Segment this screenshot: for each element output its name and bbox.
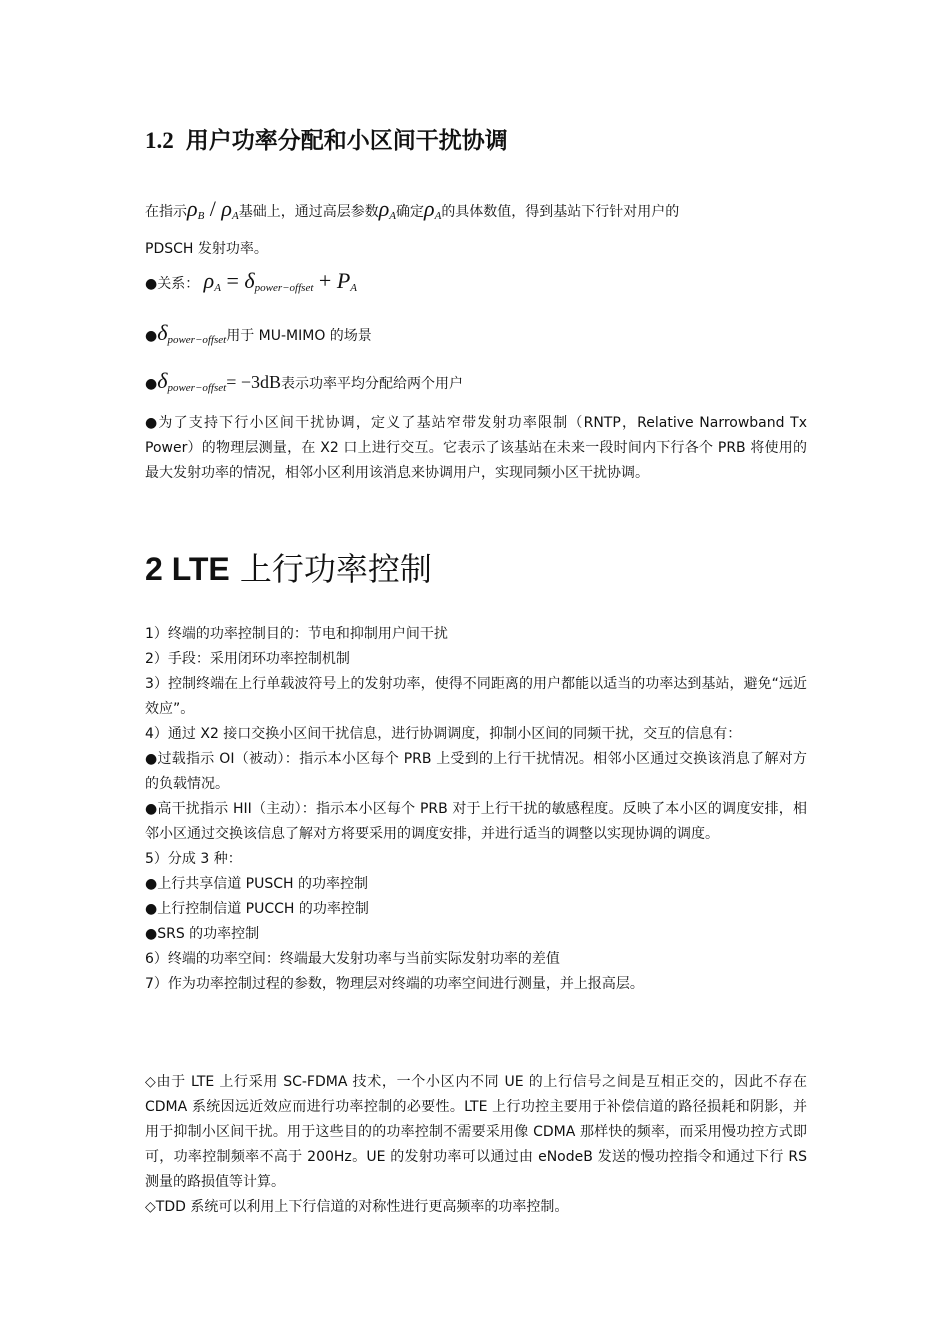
text-fragment: 在指示: [145, 204, 187, 220]
bullet-dot-icon: ●: [145, 376, 158, 392]
rho: ρ: [221, 196, 232, 221]
list-item: ●上行共享信道 PUSCH 的功率控制: [145, 876, 368, 892]
delta: δ: [157, 320, 168, 345]
sub-a: A: [389, 210, 397, 222]
rho: ρ: [203, 268, 215, 293]
sub-b: B: [197, 210, 205, 222]
list-item: 7）作为功率控制过程的参数，物理层对终端的功率空间进行测量，并上报高层。: [145, 976, 644, 992]
list-item: 3）控制终端在上行单载波符号上的发射功率，使得不同距离的用户都能以适当的功率达到基站，避免“远近效应”。: [145, 676, 807, 717]
bullet-text: 用于 MU-MIMO 的场景: [226, 328, 372, 344]
list-item: ●上行控制信道 PUCCH 的功率控制: [145, 901, 369, 917]
bullet-minus-3db: [145, 368, 463, 394]
section-title: 用户功率分配和小区间干扰协调: [185, 128, 508, 154]
list-item: 4）通过 X2 接口交换小区间干扰信息，进行协调调度，抑制小区间的同频干扰，交互的信息有：: [145, 726, 742, 742]
list-item: ●SRS 的功率控制: [145, 926, 260, 942]
intro-paragraph-line2: PDSCH 发射功率。: [145, 241, 268, 257]
bullet-dot-icon: ●: [145, 328, 158, 344]
text-fragment: 确定: [396, 204, 425, 220]
rho: ρ: [424, 196, 435, 221]
note-sc-fdma: ◇由于 LTE 上行采用 SC-FDMA 技术，一个小区内不同 UE 的上行信号之间是互相正交的，因此不存在 CDMA 系统因远近效应而进行功率控制的必要性。LTE 上行功控主要用于补偿信道的路径损耗和阴影，并用于抑制小区间干扰。用于这些目的的功率控制不需要采用像 CDMA 那样快的频率，而采用慢功控方式即可，功率控制频率不高于 200Hz。UE 的发射功率可以通过由 eNodeB 发送的慢功控指令和通过下行 RS 测量的路损值等计算。: [145, 1074, 807, 1190]
rho: ρ: [378, 196, 390, 221]
delta-symbol: [157, 368, 226, 393]
rho-a-symbol: [379, 196, 396, 221]
section-title: 上行功率控制: [239, 550, 432, 588]
p-symbol: P: [336, 268, 351, 293]
delta: δ: [244, 268, 255, 293]
rho: ρ: [187, 196, 198, 221]
bullet-text: 表示功率平均分配给两个用户: [281, 376, 464, 392]
section-number: 2 LTE: [145, 551, 230, 587]
sub-power-offset: power−offset: [254, 282, 314, 294]
db-value: = −3dB: [226, 372, 282, 392]
relation-formula: [145, 268, 357, 294]
section-heading-1-2: [145, 122, 508, 155]
list-item: 6）终端的功率空间：终端最大发射功率与当前实际发射功率的差值: [145, 951, 560, 967]
list-item: 1）终端的功率控制目的：节电和抑制用户间干扰: [145, 626, 448, 642]
text-fragment: 的具体数值，得到基站下行针对用户的: [441, 204, 680, 220]
text-fragment: 基础上，通过高层参数: [238, 204, 379, 220]
section-number: 1.2: [145, 128, 174, 153]
list-item: ●过载指示 OI（被动）：指示本小区每个 PRB 上受到的上行干扰情况。相邻小区通过交换该消息了解对方的负载情况。: [145, 751, 807, 792]
delta: δ: [157, 368, 168, 393]
list-item: ●高干扰指示 HII（主动）：指示本小区每个 PRB 对于上行干扰的敏感程度。反映了本小区的调度安排，相邻小区通过交换该信息了解对方将要采用的调度安排，并进行适当的调整以实现协调的调度。: [145, 801, 807, 842]
sub-a: A: [231, 210, 239, 222]
relation-label: ●关系：: [145, 276, 200, 292]
sub-a: A: [350, 282, 357, 294]
formula: [204, 268, 357, 293]
section2-list: [145, 622, 807, 997]
plus: +: [318, 268, 332, 293]
intro-paragraph-line1: [145, 196, 679, 232]
list-item: 5）分成 3 种：: [145, 851, 242, 867]
sub-power-offset: power−offset: [167, 382, 227, 394]
sub-power-offset: power−offset: [167, 334, 227, 346]
list-item: 2）手段：采用闭环功率控制机制: [145, 651, 350, 667]
sub-a: A: [434, 210, 442, 222]
section-heading-2: [145, 544, 432, 590]
bullet-mu-mimo: [145, 320, 372, 346]
sub-a: A: [214, 282, 221, 294]
slash: /: [209, 196, 216, 221]
rho-b-symbol: [187, 196, 239, 221]
rho-a-symbol: [424, 196, 441, 221]
equals: =: [226, 268, 239, 293]
delta-symbol: [157, 320, 226, 345]
note-tdd: ◇TDD 系统可以利用上下行信道的对称性进行更高频率的功率控制。: [145, 1199, 569, 1215]
rntp-paragraph: ●为了支持下行小区间干扰协调，定义了基站窄带发射功率限制（RNTP，Relative Narrowband Tx Power）的物理层测量，在 X2 口上进行交互。它表示了该基站在未来一段时间内下行各个 PRB 将使用的最大发射功率的情况，相邻小区利用该消息来协调用户，实现同频小区干扰协调。: [145, 415, 807, 481]
